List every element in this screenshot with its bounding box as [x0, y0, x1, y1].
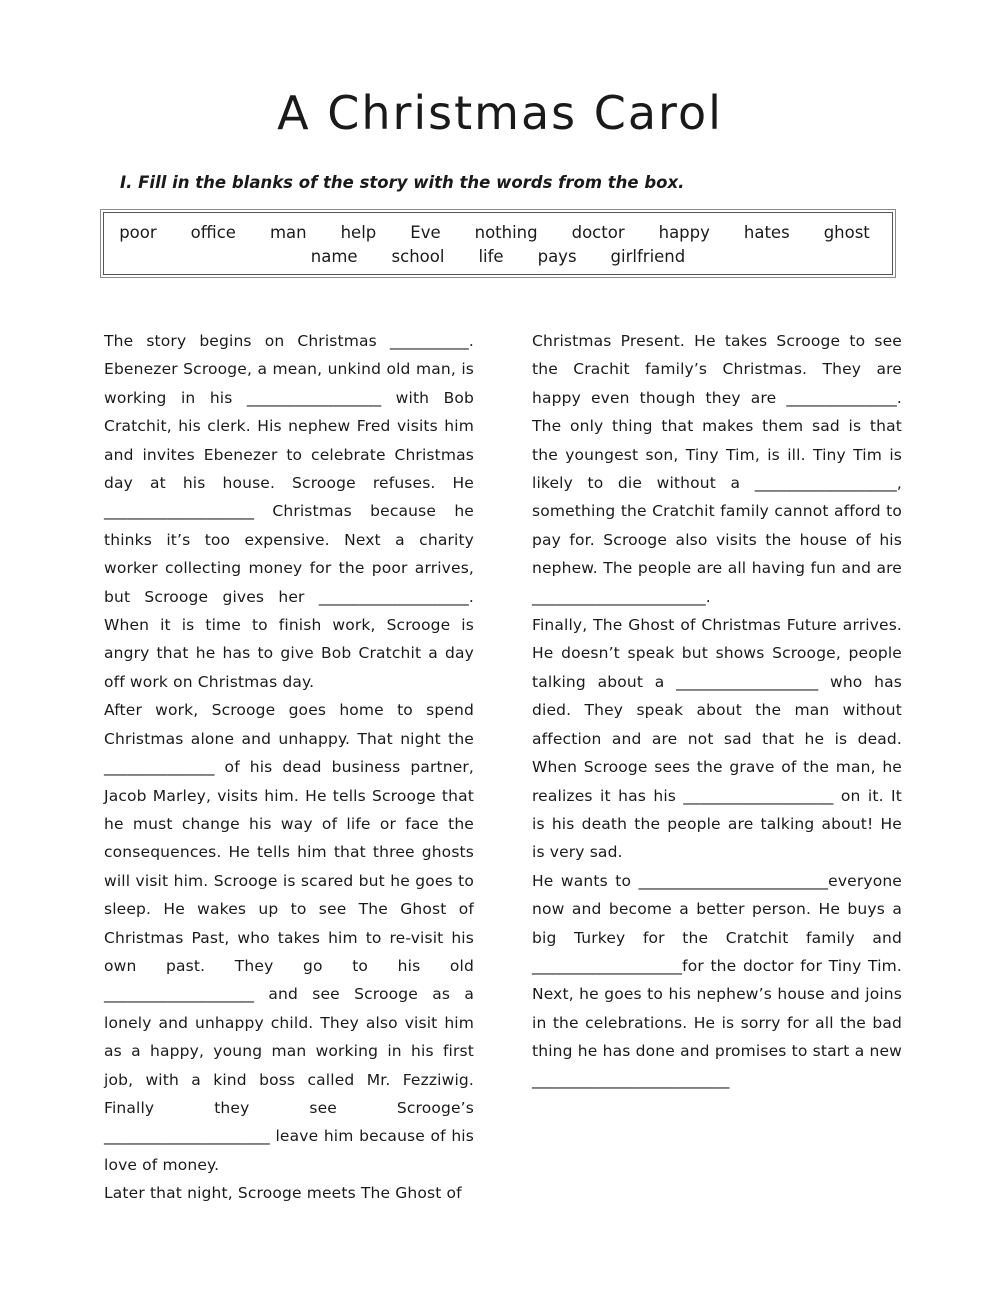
- word-option: happy: [658, 223, 710, 242]
- word-option: nothing: [474, 223, 538, 242]
- word-option: life: [478, 247, 504, 266]
- word-option: school: [391, 247, 445, 266]
- story-column-left: [104, 327, 474, 1208]
- story-paragraph: He wants to ________________________everyone now and become a better person. He buys a big Turkey for the Cratchit family and ___________________for the doctor for Tiny Tim. Next, he goes to his nephew’s house and joins in the celebrations. He is sorry for all the bad thing he has done and promises to start a new _________________________: [532, 871, 902, 1089]
- story-paragraph: Later that night, Scrooge meets The Ghost of: [104, 1184, 462, 1203]
- story-paragraph: ______________________.: [532, 587, 711, 606]
- word-box-row-2: [104, 247, 892, 266]
- story-paragraph: The story begins on Christmas __________. Ebenezer Scrooge, a mean, unkind old man, is working in his _________________ with Bob Cratchit, his clerk. His nephew Fred visits him and invites Ebenezer to celebrate Christmas day at his house. Scrooge refuses. He ___________________ Christmas because he thinks it’s too expensive. Next a charity worker collecting money for the poor arrives, but Scrooge gives her ___________________. When it is time to finish work, Scrooge is angry that he has to give Bob Cratchit a day off work on Christmas day.: [104, 332, 474, 691]
- word-option: man: [269, 223, 307, 242]
- word-option: poor: [119, 223, 157, 242]
- story-column-right: [532, 327, 902, 1094]
- story-paragraph: Christmas Present. He takes Scrooge to see the Crachit family’s Christmas. They are happy even though they are ______________. The only thing that makes them sad is that the youngest son, Tiny Tim, is ill. Tiny Tim is likely to die without a __________________, something the Cratchit family cannot afford to pay for. Scrooge also visits the house of his nephew. The people are all having fun and are: [532, 332, 902, 578]
- word-option: name: [310, 247, 358, 266]
- word-box: [103, 212, 893, 275]
- word-option: office: [190, 223, 236, 242]
- word-option: hates: [743, 223, 790, 242]
- word-box-row-1: [104, 223, 892, 242]
- exercise-instruction: I. Fill in the blanks of the story with the words from the box.: [120, 173, 685, 192]
- word-option: ghost: [823, 223, 870, 242]
- word-option: girlfriend: [610, 247, 686, 266]
- worksheet-title: A Christmas Carol: [277, 86, 723, 140]
- word-option: Eve: [410, 223, 441, 242]
- story-paragraph: Finally, The Ghost of Christmas Future arrives. He doesn’t speak but shows Scrooge, people talking about a __________________ who has died. They speak about the man without affection and are not sad that he is dead. When Scrooge sees the grave of the man, he realizes it has his ___________________ on it. It is his death the people are talking about! He is very sad.: [532, 616, 902, 862]
- story-paragraph: After work, Scrooge goes home to spend Christmas alone and unhappy. That night the ______________ of his dead business partner, Jacob Marley, visits him. He tells Scrooge that he must change his way of life or face the consequences. He tells him that three ghosts will visit him. Scrooge is scared but he goes to sleep. He wakes up to see The Ghost of Christmas Past, who takes him to re-visit his own past. They go to his old ___________________ and see Scrooge as a lonely and unhappy child. They also visit him as a happy, young man working in his first job, with a kind boss called Mr. Fezziwig. Finally they see Scrooge’s _____________________ leave him because of his love of money.: [104, 701, 474, 1174]
- word-option: doctor: [571, 223, 625, 242]
- word-option: help: [340, 223, 377, 242]
- word-option: pays: [537, 247, 577, 266]
